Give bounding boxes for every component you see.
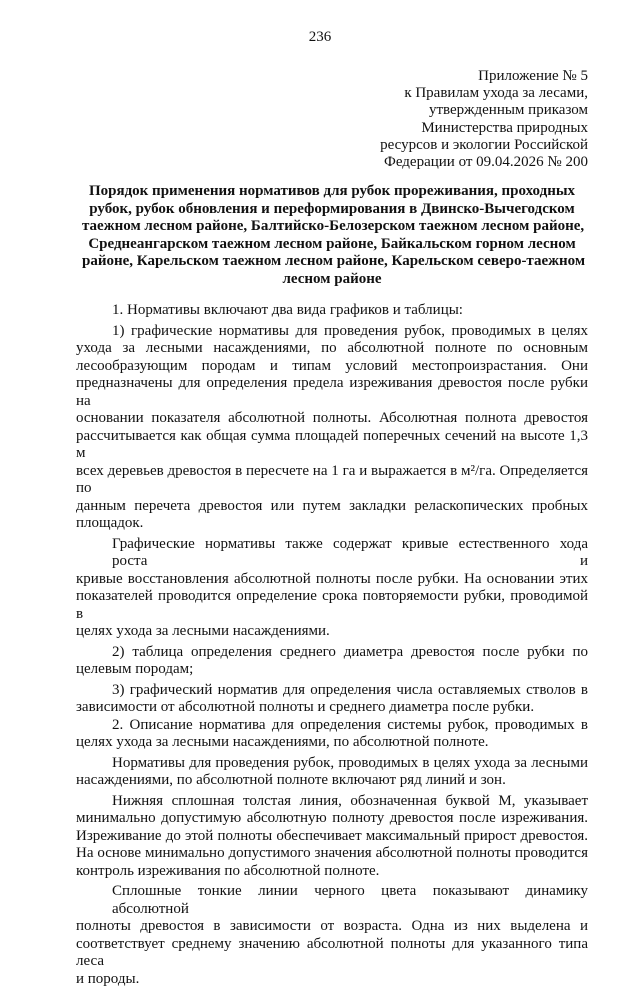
text-line: насаждениями, по абсолютной полноте включают ряд линий и зон.: [76, 772, 588, 790]
text-line: Графические нормативы также содержат кривые естественного хода роста и: [76, 536, 588, 571]
text-line: 1) графические нормативы для проведения рубок, проводимых в целях: [76, 323, 588, 341]
appendix-line: Федерации от 09.04.2026 № 200: [380, 154, 588, 171]
text-line: минимально допустимую абсолютную полноту древостоя после изреживания.: [76, 810, 588, 828]
text-line: площадок.: [76, 515, 588, 533]
text-line: Нижняя сплошная толстая линия, обозначенная буквой М, указывает: [76, 793, 588, 811]
text-line: ухода за лесными насаждениями, по абсолютной полноте по основным: [76, 340, 588, 358]
title-line: Порядок применения нормативов для рубок прореживания, проходных: [82, 183, 582, 201]
text-line: лесообразующим породам и типам условий местопроизрастания. Они: [76, 358, 588, 376]
title-line: Среднеангарском таежном лесном районе, Байкальском горном лесном: [82, 236, 582, 254]
text-line: основании показателя абсолютной полноты. Абсолютная полнота древостоя: [76, 410, 588, 428]
text-line: контроль изреживания по абсолютной полноте.: [76, 863, 588, 881]
paragraph-2: [76, 323, 588, 533]
paragraph-6: [76, 717, 588, 752]
appendix-line: Министерства природных: [380, 120, 588, 137]
document-body: [76, 302, 588, 988]
appendix-line: Приложение № 5: [380, 68, 588, 85]
paragraph-8: [76, 793, 588, 881]
text-line: Нормативы для проведения рубок, проводимых в целях ухода за лесными: [76, 755, 588, 773]
text-line: зависимости от абсолютной полноты и среднего диаметра после рубки.: [76, 699, 588, 717]
paragraph-5: [76, 682, 588, 717]
title-line: рубок, рубок обновления и переформирования в Двинско-Вычегодском: [82, 201, 582, 219]
text-line: Изреживание до этой полноты обеспечивает максимальный прирост древостоя.: [76, 828, 588, 846]
paragraph-1: [76, 302, 588, 320]
appendix-line: ресурсов и экологии Российской: [380, 137, 588, 154]
text-line: показателей проводится определение срока повторяемости рубки, проводимой в: [76, 588, 588, 623]
paragraph-7: [76, 755, 588, 790]
appendix-header: [380, 68, 588, 171]
text-line: 2) таблица определения среднего диаметра древостоя после рубки по: [76, 644, 588, 662]
text-line: рассчитывается как общая сумма площадей поперечных сечений на высоте 1,3 м: [76, 428, 588, 463]
text-line: 2. Описание норматива для определения системы рубок, проводимых в: [76, 717, 588, 735]
text-line: целях ухода за лесными насаждениями, по абсолютной полноте.: [76, 734, 588, 752]
text-line: всех деревьев древостоя в пересчете на 1 га и выражается в м²/га. Определяется по: [76, 463, 588, 498]
text-line: 1. Нормативы включают два вида графиков и таблицы:: [76, 302, 588, 320]
text-line: соответствует среднему значению абсолютной полноты для указанного типа леса: [76, 936, 588, 971]
text-line: кривые восстановления абсолютной полноты после рубки. На основании этих: [76, 571, 588, 589]
paragraph-4: [76, 644, 588, 679]
title-line: таежном лесном районе, Балтийско-Белозерском таежном лесном районе,: [82, 218, 582, 236]
text-line: полноты древостоя в зависимости от возраста. Одна из них выделена и: [76, 918, 588, 936]
paragraph-9: [76, 883, 588, 988]
appendix-line: утвержденным приказом: [380, 102, 588, 119]
text-line: предназначены для определения предела изреживания древостоя после рубки на: [76, 375, 588, 410]
title-line: лесном районе: [82, 271, 582, 289]
text-line: целевым породам;: [76, 661, 588, 679]
appendix-line: к Правилам ухода за лесами,: [380, 85, 588, 102]
text-line: Сплошные тонкие линии черного цвета показывают динамику абсолютной: [76, 883, 588, 918]
paragraph-3: [76, 536, 588, 641]
page-number: 236: [0, 29, 640, 46]
text-line: На основе минимально допустимого значения абсолютной полноты проводится: [76, 845, 588, 863]
text-line: целях ухода за лесными насаждениями.: [76, 623, 588, 641]
text-line: и породы.: [76, 971, 588, 988]
title-line: районе, Карельском таежном лесном районе, Карельском северо-таежном: [82, 253, 582, 271]
text-line: данным перечета древостоя или путем закладки реласкопических пробных: [76, 498, 588, 516]
text-line: 3) графический норматив для определения числа оставляемых стволов в: [76, 682, 588, 700]
document-title: [82, 183, 582, 289]
